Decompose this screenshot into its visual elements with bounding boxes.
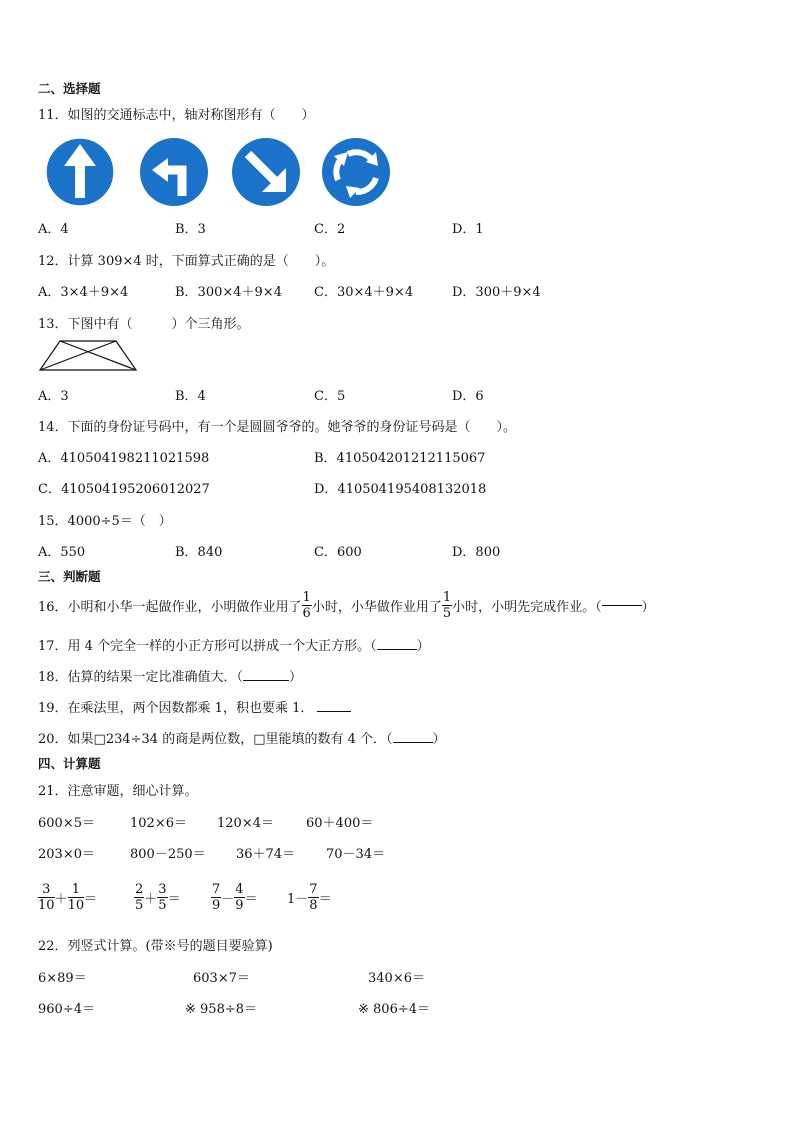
q14-stem: 14．下面的身份证号码中，有一个是圆圆爷爷的。她爷爷的身份证号码是（ ）。 — [38, 420, 517, 435]
q11-option-a: A．4 — [38, 222, 69, 237]
q16-text-3: 小时，小明先完成作业。（ — [452, 599, 602, 615]
q15-stem: 15．4000÷5＝（ ） — [38, 514, 172, 529]
q18-line — [38, 666, 302, 685]
numerator: 7 — [212, 881, 221, 897]
q14-option-b: B．410504201212115067 — [314, 451, 486, 466]
q21-fraction-expr-1 — [38, 876, 97, 918]
q22-row2-item3: ※ 806÷4＝ — [358, 1002, 431, 1017]
q16-text-4: ） — [641, 599, 655, 615]
q16-fraction-2-numerator: 1 — [442, 589, 452, 605]
q16-text-2: 小时，小华做作业用了 — [311, 599, 442, 615]
section-heading-judge: 三、判断题 — [38, 569, 101, 584]
denominator: 5 — [158, 897, 167, 913]
q12-option-b: B．300×4＋9×4 — [175, 285, 282, 300]
q19-text: 19．在乘法里，两个因数都乘 1，积也要乘 1． — [38, 701, 314, 716]
q21-row2-item4: 70－34＝ — [326, 847, 386, 862]
denominator: 10 — [38, 897, 55, 913]
q21-row1-item4: 60＋400＝ — [306, 816, 374, 831]
q20-text: 20．如果□234÷34 的商是两位数，□里能填的数有 4 个．（ — [38, 732, 393, 747]
q13-option-c: C．5 — [314, 389, 346, 404]
q22-row2-item1: 960÷4＝ — [38, 1002, 95, 1017]
q22-stem: 22．列竖式计算。(带※号的题目要验算) — [38, 939, 273, 954]
operator: ＋ — [54, 891, 68, 907]
section-heading-choice: 二、选择题 — [38, 81, 101, 96]
q21-fraction-expr-4 — [287, 876, 332, 918]
q16-fraction-1-numerator: 1 — [302, 589, 311, 605]
q16-fraction-1 — [302, 591, 312, 620]
q20-close: ） — [432, 732, 446, 747]
q14-option-d: D．410504195408132018 — [314, 482, 487, 497]
q21-row2-item2: 800－250＝ — [130, 847, 206, 862]
denominator: 9 — [212, 897, 221, 913]
q11-option-b: B．3 — [175, 222, 206, 237]
q19-line — [38, 697, 351, 716]
q11-stem: 11．如图的交通标志中，轴对称图形有（ ） — [38, 108, 315, 123]
q17-text: 17．用 4 个完全一样的小正方形可以拼成一个大正方形。（ — [38, 639, 377, 654]
fraction — [211, 883, 221, 912]
numerator: 4 — [235, 881, 244, 897]
left-turn-arrow-sign-icon — [138, 136, 210, 208]
q21-stem: 21．注意审题，细心计算。 — [38, 784, 198, 799]
q11-option-d: D．1 — [452, 222, 484, 237]
q15-option-d: D．800 — [452, 545, 501, 560]
q12-option-c: C．30×4＋9×4 — [314, 285, 414, 300]
q20-line — [38, 728, 446, 747]
q17-close: ） — [416, 639, 430, 654]
q13-option-a: A．3 — [38, 389, 69, 404]
prefix: 1－ — [287, 891, 309, 907]
denominator: 8 — [309, 897, 318, 913]
q16-fraction-2-denominator: 5 — [442, 605, 452, 621]
q22-row1-item1: 6×89＝ — [38, 971, 87, 986]
trapezoid-figure — [38, 339, 138, 373]
q17-line — [38, 635, 430, 654]
fraction — [157, 883, 167, 912]
q11-option-c: C．2 — [314, 222, 346, 237]
denominator: 10 — [67, 897, 85, 913]
fraction — [234, 883, 244, 912]
numerator: 3 — [38, 883, 55, 898]
q21-row1-item2: 102×6＝ — [130, 816, 187, 831]
q21-row2-item1: 203×0＝ — [38, 847, 95, 862]
q12-option-d: D．300＋9×4 — [452, 285, 541, 300]
numerator: 2 — [135, 881, 144, 897]
q13-option-b: B．4 — [175, 389, 206, 404]
q14-option-c: C．410504195206012027 — [38, 482, 210, 497]
equals: ＝ — [84, 891, 98, 907]
q14-option-a: A．410504198211021598 — [38, 451, 210, 466]
q12-option-a: A．3×4＋9×4 — [38, 285, 129, 300]
fraction — [38, 883, 55, 912]
denominator: 9 — [235, 897, 244, 913]
fraction — [308, 883, 318, 912]
fraction — [68, 883, 85, 912]
denominator: 5 — [135, 897, 144, 913]
equals: ＝ — [167, 891, 181, 907]
q21-fraction-expr-2 — [134, 876, 181, 918]
q16-fraction-2 — [442, 591, 452, 620]
q15-option-c: C．600 — [314, 545, 362, 560]
fraction — [134, 883, 144, 912]
diagonal-down-right-arrow-sign-icon — [230, 136, 302, 208]
q18-text: 18．估算的结果一定比准确值大．（ — [38, 670, 244, 685]
q21-fraction-expr-3 — [211, 876, 258, 918]
q15-option-b: B．840 — [175, 545, 223, 560]
q21-row1-item3: 120×4＝ — [217, 816, 274, 831]
q20-answer-blank[interactable] — [393, 742, 433, 743]
q22-row1-item3: 340×6＝ — [368, 971, 425, 986]
numerator: 1 — [68, 883, 85, 898]
q22-row2-item2: ※ 958÷8＝ — [185, 1002, 258, 1017]
q22-row1-item2: 603×7＝ — [193, 971, 250, 986]
q21-row2-item3: 36＋74＝ — [236, 847, 296, 862]
numerator: 3 — [158, 881, 167, 897]
q18-answer-blank[interactable] — [243, 680, 289, 681]
q13-stem: 13．下图中有（ ）个三角形。 — [38, 317, 250, 332]
q16-line — [38, 586, 655, 624]
q12-stem: 12．计算 309×4 时，下面算式正确的是（ ）。 — [38, 254, 335, 269]
numerator: 7 — [309, 881, 318, 897]
q18-close: ） — [289, 670, 303, 685]
q16-fraction-1-denominator: 6 — [302, 605, 311, 621]
operator: － — [221, 891, 235, 907]
q13-option-d: D．6 — [452, 389, 484, 404]
roundabout-sign-icon — [320, 136, 392, 208]
q16-text-1: 16．小明和小华一起做作业，小明做作业用了 — [38, 599, 302, 615]
operator: ＋ — [144, 891, 158, 907]
straight-arrow-sign-icon — [44, 136, 116, 208]
q15-option-a: A．550 — [38, 545, 86, 560]
q17-answer-blank[interactable] — [377, 649, 417, 650]
equals: ＝ — [244, 891, 258, 907]
q16-answer-blank[interactable] — [602, 605, 642, 606]
q19-answer-blank[interactable] — [317, 711, 351, 712]
section-heading-calc: 四、计算题 — [38, 756, 101, 771]
q21-row1-item1: 600×5＝ — [38, 816, 95, 831]
equals: ＝ — [318, 891, 332, 907]
